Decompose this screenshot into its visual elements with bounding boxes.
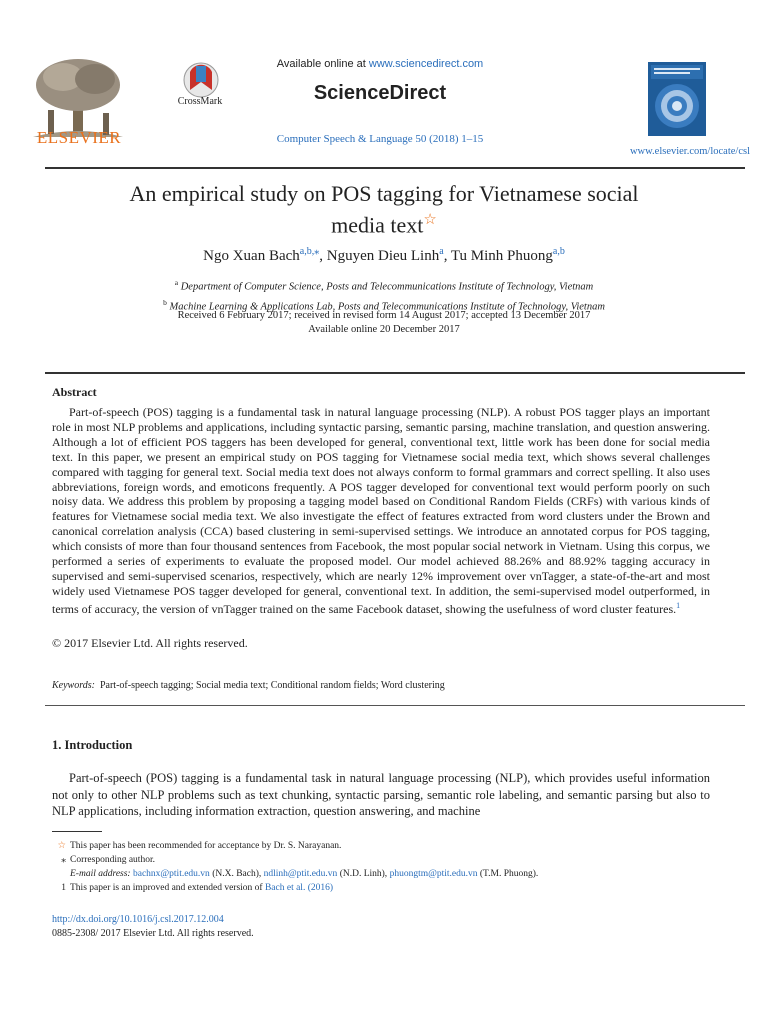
author-name: Ngo Xuan Bach: [203, 248, 300, 264]
abstract-text: Part-of-speech (POS) tagging is a fundamental task in natural language processing (NLP). A robust POS tagger plays an important role in most NLP problems and applications, including syntactic parsing, semantic parsing, machine translation, and question answering. Although a lot of efficient POS taggers has been developed for general, conventional text, little work has been done for social media text. In this paper, we present an empirical study on POS tagging for Vietnamese social media text, which shows several challenges compared with tagging for general text. Social media text does not always conform to formal grammars and correct spelling. It also uses abbreviations, foreign words, and emoticons frequently. A POS tagger developed for conventional text would perform poorly on such noisy data. We address this problem by proposing a tagging model based on Conditional Random Fields (CRFs) with various kinds of features for Vietnamese social media text. We also investigate the effect of features extracted from word clusters under the Brown and canonical correlation analysis (CCA) based clustering in semi-supervised settings. We introduce an annotated corpus for POS tagging, which consists of more than four thousand sentences from Facebook, the most popular social network in Vietnam. Using this corpus, we performed a series of experiments to evaluate the proposed model. Our model achieved 88.26% and 88.92% tagging accuracy in supervised and semi-supervised scenarios, respectively, which are nearly 12% improvement over vnTagger, a state-of-the-art and most widely used Vietnamese POS tagger developed for general, conventional text. In addition, the semi-supervised model outperformed, in terms of accuracy, the version of vnTagger trained on the same Facebook dataset, showing the usefulness of word cluster features.: [52, 405, 710, 616]
crossmark-label: CrossMark: [177, 96, 223, 107]
email-link[interactable]: bachnx@ptit.edu.vn: [132, 869, 210, 879]
footnote-star-icon: ☆: [57, 841, 66, 851]
author-separator: ,: [443, 248, 451, 264]
citation-link[interactable]: Bach et al. (2016): [264, 883, 334, 893]
keywords-rule: [45, 705, 745, 706]
email-label: E-mail address:: [70, 869, 131, 879]
elsevier-wordmark: ELSEVIER: [36, 128, 122, 147]
affiliation-text: Department of Computer Science, Posts and Telecommunications Institute of Technology, Vietnam: [180, 281, 594, 293]
author-affiliation-mark[interactable]: a,b: [552, 246, 565, 257]
title-star-icon[interactable]: ☆: [423, 212, 437, 228]
keywords-label: Keywords:: [52, 680, 95, 691]
footnote-1: [52, 881, 712, 895]
title-line-1: An empirical study on POS tagging for Vietnamese social: [129, 181, 639, 206]
email-owner: (T.M. Phuong).: [477, 869, 539, 879]
section-heading-introduction: 1. Introduction: [52, 738, 133, 752]
abstract-body: [52, 405, 710, 617]
email-owner: (N.X. Bach),: [209, 869, 264, 879]
available-prefix: Available online at: [276, 58, 369, 70]
abstract-top-rule: [45, 372, 745, 374]
introduction-paragraph: Part-of-speech (POS) tagging is a fundamental task in natural language processing (NLP), which provides useful information not only to other NLP problems such as text chunking, syntactic parsing, semantic role labeling, and semantic parsing but also to NLP applications, including information extraction, question answering, and machine: [52, 771, 710, 818]
title-line-2: media text: [331, 212, 424, 238]
available-online-date: Available online 20 December 2017: [308, 324, 460, 335]
footnote-corresponding: [52, 853, 712, 867]
affiliation-mark: a: [174, 278, 179, 287]
footnote-asterisk-icon: ⁎: [61, 855, 66, 865]
affiliation-text: Machine Learning & Applications Lab, Posts and Telecommunications Institute of Technology, Vietnam: [169, 301, 605, 312]
available-online-line: [240, 58, 520, 70]
footnote-emails: [52, 867, 712, 881]
header-divider: [45, 167, 745, 169]
footnote-text: This paper has been recommended for acceptance by Dr. S. Narayanan.: [70, 841, 342, 851]
sciencedirect-link[interactable]: www.sciencedirect.com: [368, 58, 484, 70]
email-link[interactable]: ndlinh@ptit.edu.vn: [263, 869, 338, 879]
footnote-number: 1: [61, 883, 66, 893]
paper-title: [60, 180, 708, 238]
author-affiliation-mark[interactable]: a,b,⁎: [299, 246, 320, 257]
sciencedirect-brand: ScienceDirect: [313, 82, 447, 104]
keywords-text: Part-of-speech tagging; Social media text; Conditional random fields; Word clustering: [99, 680, 445, 691]
journal-cover-image: [648, 62, 706, 136]
email-owner: (N.D. Linh),: [337, 869, 390, 879]
footnote-rule: [52, 831, 102, 832]
journal-reference-link[interactable]: Computer Speech & Language 50 (2018) 1–15: [276, 133, 484, 145]
keywords-line: [52, 680, 445, 691]
issn-line: 0885-2308/ 2017 Elsevier Ltd. All rights reserved.: [52, 928, 254, 939]
author-separator: ,: [319, 248, 327, 264]
copyright-line: © 2017 Elsevier Ltd. All rights reserved.: [52, 636, 248, 650]
affiliation-mark: b: [163, 297, 167, 307]
author-list: [60, 246, 708, 265]
footnote-text: Corresponding author.: [70, 855, 155, 865]
abstract-heading: Abstract: [52, 385, 97, 399]
footnote-recommended: [52, 839, 712, 853]
footnote-text: This paper is an improved and extended version of: [70, 883, 265, 893]
journal-homepage-link[interactable]: www.elsevier.com/locate/csl: [629, 146, 750, 157]
author-name: Tu Minh Phuong: [450, 248, 553, 264]
affiliation-a: [60, 275, 708, 295]
abstract-footnote-ref[interactable]: 1: [676, 600, 681, 610]
doi-link[interactable]: http://dx.doi.org/10.1016/j.csl.2017.12.004: [52, 914, 224, 925]
email-link[interactable]: phuongtm@ptit.edu.vn: [389, 869, 478, 879]
footnotes: [52, 839, 712, 895]
article-history: [60, 309, 708, 337]
received-dates: Received 6 February 2017; received in revised form 14 August 2017; accepted 13 December 2017: [177, 310, 591, 321]
author-name: Nguyen Dieu Linh: [326, 248, 440, 264]
author-affiliation-mark[interactable]: a: [439, 246, 444, 257]
